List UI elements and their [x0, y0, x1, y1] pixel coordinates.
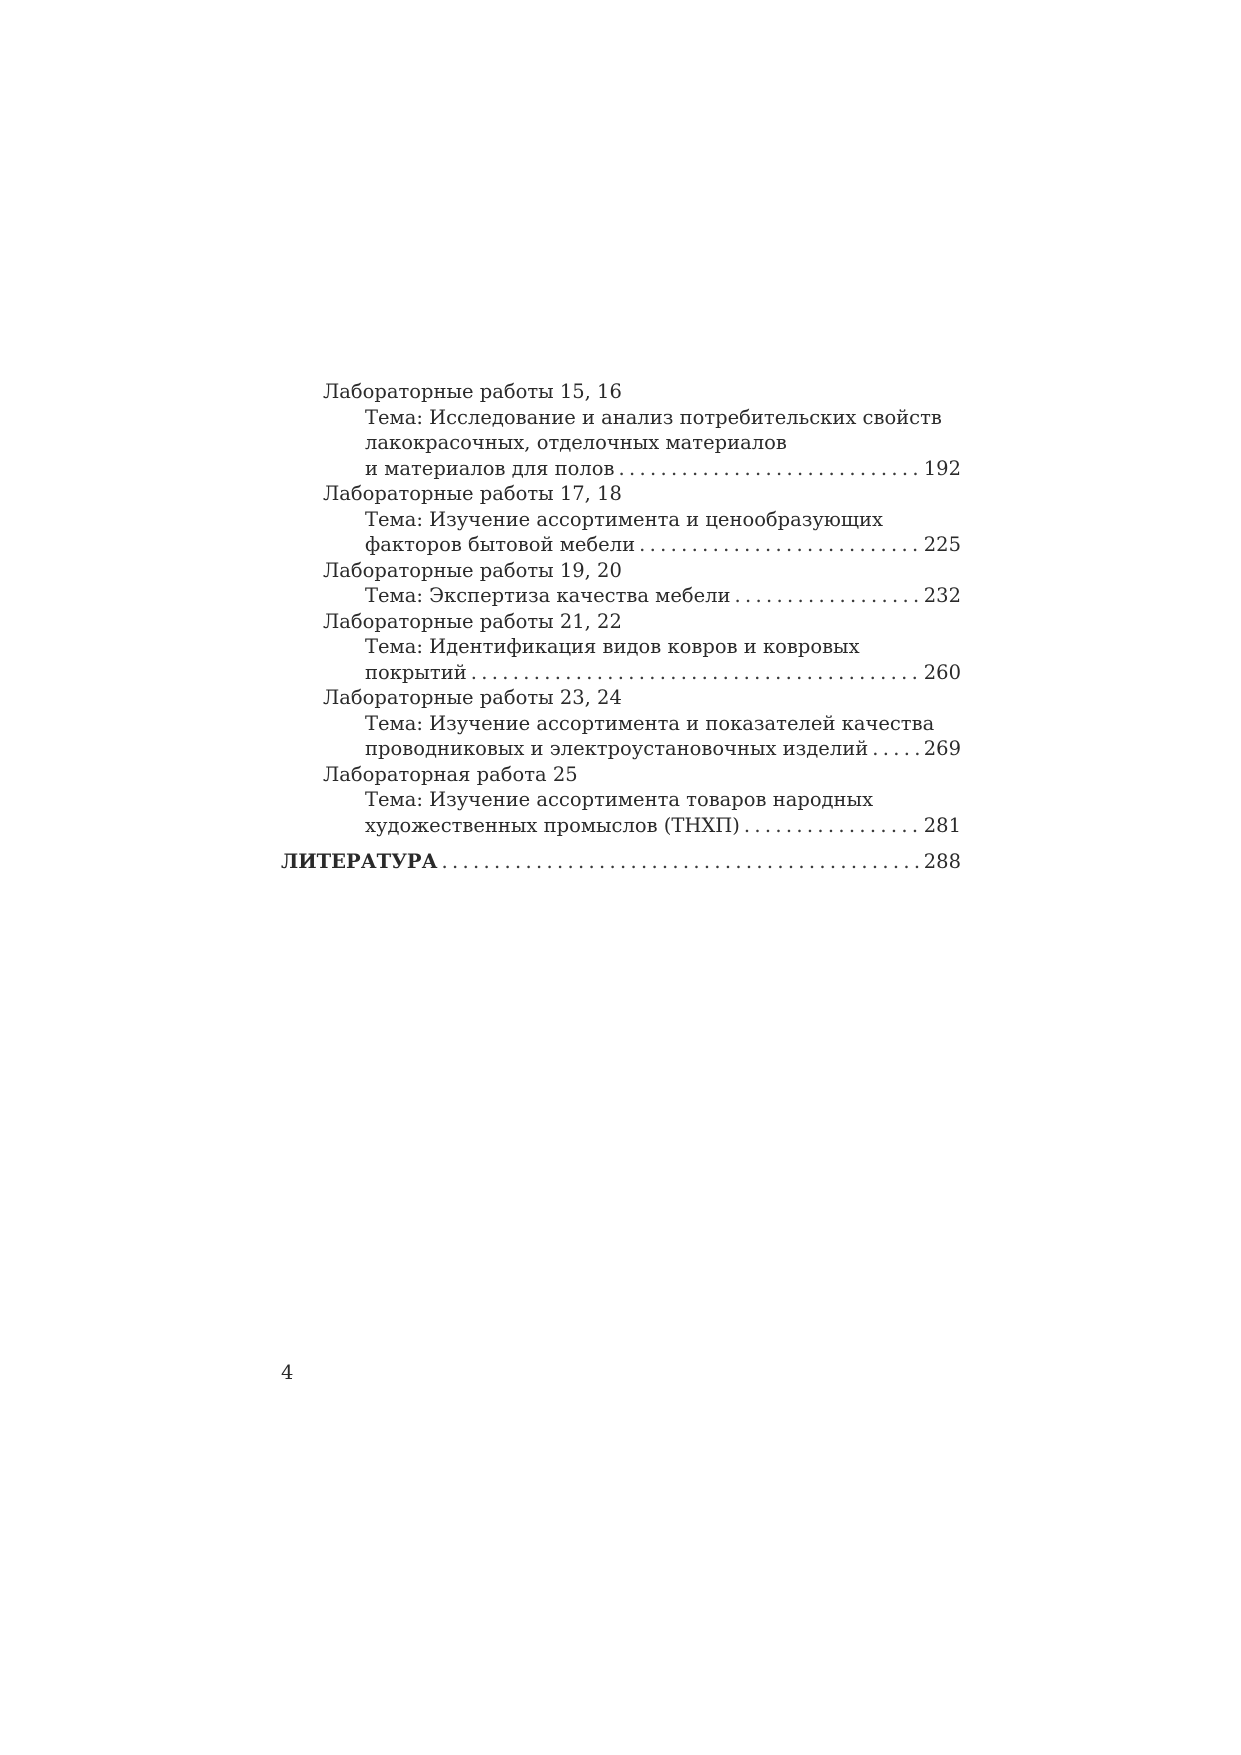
toc-topic-line: Тема: Изучение ассортимента и ценообразующих [365, 507, 883, 531]
toc-topic-last-line[interactable] [365, 736, 961, 762]
toc-topic-last-line[interactable] [365, 532, 961, 558]
toc-entry-topic [281, 583, 961, 609]
toc-topic-last-line[interactable] [365, 456, 961, 482]
toc-topic-last-line[interactable] [365, 813, 961, 839]
toc-entry-topic [281, 507, 961, 558]
toc-topic-line: и материалов для полов [365, 456, 615, 480]
toc-topic-line: Тема: Идентификация видов ковров и ковровых [365, 635, 860, 658]
toc-entry-labs-19-20 [281, 558, 961, 609]
toc-literature-label: ЛИТЕРАТУРА [281, 850, 438, 873]
toc-entry-labs-17-18 [281, 481, 961, 558]
toc-topic-line: лакокрасочных, отделочных материалов [365, 431, 787, 454]
toc-page-ref: 192 [923, 456, 961, 480]
toc-entry-heading: Лабораторные работы 15, 16 [323, 380, 622, 403]
toc-entry-heading: Лабораторные работы 19, 20 [323, 558, 622, 582]
toc-entry-labs-23-24 [281, 685, 961, 762]
page-number: 4 [281, 1361, 294, 1384]
toc-entry-heading: Лабораторная работа 25 [323, 762, 578, 786]
toc-topic-line: Тема: Изучение ассортимента и показателей качества [365, 711, 935, 735]
toc-page-ref: 225 [923, 533, 961, 556]
toc-page-ref: 281 [923, 813, 961, 837]
toc-topic-line: проводниковых и электроустановочных изделий [365, 737, 869, 760]
dot-leader [872, 736, 922, 762]
toc-topic-line: художественных промыслов (ТНХП) [365, 813, 740, 837]
dot-leader [735, 583, 922, 609]
toc-topic-line: покрытий [365, 660, 467, 684]
dot-leader [618, 456, 921, 482]
toc-topic-line: Тема: Экспертиза качества мебели [365, 584, 731, 607]
dot-leader [639, 532, 922, 558]
toc-page-ref: 260 [923, 660, 961, 684]
dot-leader [744, 813, 922, 839]
dot-leader [471, 660, 922, 686]
toc-entry-topic [281, 711, 961, 762]
toc-topic-last-line[interactable] [365, 660, 961, 686]
toc-topic-line: факторов бытовой мебели [365, 533, 636, 556]
toc-entry-labs-15-16 [281, 379, 961, 481]
toc-entry-lab-25 [281, 762, 961, 839]
toc-entry-topic [281, 405, 961, 482]
toc-topic-last-line[interactable] [365, 583, 961, 609]
toc-entry-topic [281, 634, 961, 685]
toc-topic-line: Тема: Изучение ассортимента товаров народных [365, 788, 874, 811]
toc-entry-labs-21-22 [281, 609, 961, 686]
toc-entry-topic [281, 787, 961, 838]
toc-entry-heading: Лабораторные работы 21, 22 [323, 609, 622, 633]
toc-entry-literature[interactable] [281, 849, 961, 875]
dot-leader [441, 849, 921, 875]
toc-entry-heading: Лабораторные работы 23, 24 [323, 686, 622, 709]
toc-page-ref: 269 [923, 737, 961, 760]
toc-page-ref: 288 [923, 850, 961, 873]
toc-page-ref: 232 [923, 584, 961, 607]
toc-topic-line: Тема: Исследование и анализ потребительских свойств [365, 405, 942, 429]
table-of-contents [281, 379, 961, 875]
toc-entry-heading: Лабораторные работы 17, 18 [323, 482, 622, 505]
